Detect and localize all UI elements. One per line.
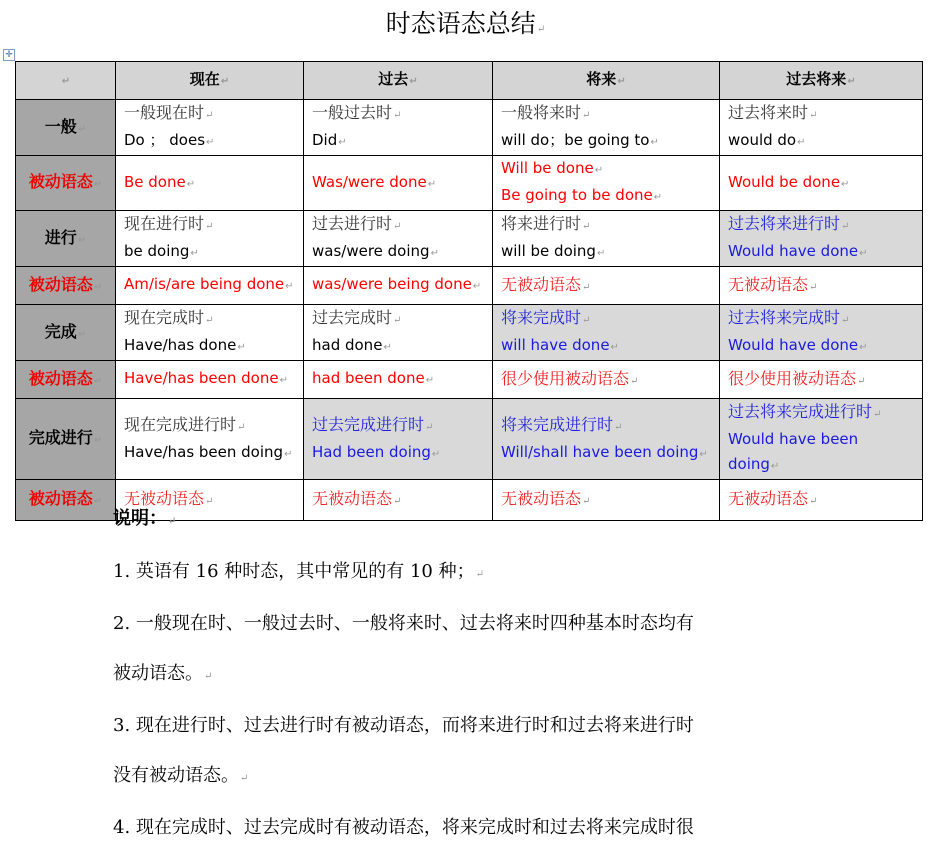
row-header: 被动语态 ↵ bbox=[16, 361, 116, 399]
cell-line: 现在进行时 ↵ bbox=[124, 211, 295, 239]
cell-line: 无被动语态 ↵ bbox=[728, 272, 914, 300]
row-header: 被动语态 ↵ bbox=[16, 156, 116, 211]
note-line: 4. 现在完成时、过去完成时有被动语态，将来完成时和过去将来完成时很 bbox=[113, 817, 694, 838]
column-header: 现在 ↵ bbox=[116, 62, 304, 100]
table-row bbox=[16, 211, 923, 267]
cell-line: 过去将来进行时 ↵ bbox=[728, 211, 914, 239]
table-cell bbox=[720, 267, 923, 305]
cell-line: 将来完成时 ↵ bbox=[501, 305, 711, 333]
table-cell bbox=[493, 156, 720, 211]
cell-line: 一般将来时 ↵ bbox=[501, 100, 711, 128]
table-cell bbox=[116, 211, 304, 267]
table-cell bbox=[720, 305, 923, 361]
cell-line: will do；be going to ↵ bbox=[501, 128, 711, 155]
table-row bbox=[16, 100, 923, 156]
cell-line: will be doing ↵ bbox=[501, 239, 711, 266]
cell-line: Have/has been done ↵ bbox=[124, 366, 295, 393]
note-line: 2. 一般现在时、一般过去时、一般将来时、过去将来时四种基本时态均有 bbox=[113, 613, 694, 634]
tense-table bbox=[15, 61, 923, 521]
table-row bbox=[16, 305, 923, 361]
column-header: 过去 ↵ bbox=[304, 62, 493, 100]
cell-line: 一般现在时 ↵ bbox=[124, 100, 295, 128]
table-cell bbox=[720, 100, 923, 156]
cell-line: Would have been doing ↵ bbox=[728, 427, 914, 479]
table-cell bbox=[493, 305, 720, 361]
cell-line: was/were doing ↵ bbox=[312, 239, 484, 266]
cell-line: 很少使用被动语态 ↵ bbox=[728, 366, 914, 394]
cell-line: 将来进行时 ↵ bbox=[501, 211, 711, 239]
cell-line: 现在完成时 ↵ bbox=[124, 305, 295, 333]
cell-line: 无被动语态 ↵ bbox=[728, 486, 914, 514]
table-cell bbox=[304, 100, 493, 156]
table-cell bbox=[493, 361, 720, 399]
table-cell bbox=[116, 305, 304, 361]
table-cell bbox=[720, 361, 923, 399]
cell-line: 现在完成进行时 ↵ bbox=[124, 412, 295, 440]
cell-line: Would have done ↵ bbox=[728, 239, 914, 266]
table-cell bbox=[493, 267, 720, 305]
row-header: 被动语态 ↵ bbox=[16, 480, 116, 521]
row-header: 完成 ↵ bbox=[16, 305, 116, 361]
cell-line: Have/has done ↵ bbox=[124, 333, 295, 360]
cell-line: Be done ↵ bbox=[124, 170, 295, 197]
cell-line: be doing ↵ bbox=[124, 239, 295, 266]
cell-line: Will be done ↵ bbox=[501, 156, 711, 183]
table-row bbox=[16, 361, 923, 399]
cell-line: Would be done ↵ bbox=[728, 170, 914, 197]
column-header bbox=[16, 62, 116, 100]
table-cell bbox=[116, 267, 304, 305]
note-line: 3. 现在进行时、过去进行时有被动语态，而将来进行时和过去将来进行时 bbox=[113, 715, 694, 736]
cell-line: Will/shall have been doing ↵ bbox=[501, 440, 711, 467]
cell-line: Had been doing ↵ bbox=[312, 440, 484, 467]
cell-line: Would have done ↵ bbox=[728, 333, 914, 360]
cell-line: 无被动语态 ↵ bbox=[501, 486, 711, 514]
table-cell bbox=[116, 399, 304, 480]
document-title: 时态语态总结 ↵ bbox=[0, 4, 931, 40]
table-move-handle-icon[interactable]: ✛ bbox=[3, 49, 15, 61]
table-cell bbox=[493, 211, 720, 267]
cell-line: Have/has been doing ↵ bbox=[124, 440, 295, 467]
cell-line: 一般过去时 ↵ bbox=[312, 100, 484, 128]
cell-line: 过去将来时 ↵ bbox=[728, 100, 914, 128]
table-cell bbox=[304, 267, 493, 305]
table-cell bbox=[304, 211, 493, 267]
table-cell bbox=[493, 399, 720, 480]
cell-line: Do ； does ↵ bbox=[124, 128, 295, 155]
cell-line: 过去将来完成进行时 ↵ bbox=[728, 399, 914, 427]
note-line: 没有被动语态。 ↵ bbox=[113, 751, 853, 804]
cell-line: 过去完成进行时 ↵ bbox=[312, 412, 484, 440]
cell-line: was/were being done ↵ bbox=[312, 272, 484, 299]
cell-line: 过去将来完成时 ↵ bbox=[728, 305, 914, 333]
cell-line: 过去进行时 ↵ bbox=[312, 211, 484, 239]
table-cell bbox=[116, 100, 304, 156]
table-cell bbox=[493, 100, 720, 156]
cell-line: 过去完成时 ↵ bbox=[312, 305, 484, 333]
notes bbox=[113, 494, 853, 853]
table-cell bbox=[116, 361, 304, 399]
cell-line: 无被动语态 ↵ bbox=[124, 486, 295, 514]
cell-line: Was/were done ↵ bbox=[312, 170, 484, 197]
table-cell bbox=[304, 361, 493, 399]
cell-line: Am/is/are being done ↵ bbox=[124, 272, 295, 299]
cell-line: Be going to be done ↵ bbox=[501, 183, 711, 210]
table-row bbox=[16, 399, 923, 480]
table-cell bbox=[304, 399, 493, 480]
notes-heading: 说明： ↵ bbox=[113, 494, 853, 547]
row-header: 被动语态 ↵ bbox=[16, 267, 116, 305]
column-header: 过去将来 ↵ bbox=[720, 62, 923, 100]
cell-line: Did ↵ bbox=[312, 128, 484, 155]
cell-line: 很少使用被动语态 ↵ bbox=[501, 366, 711, 394]
cell-line: had been done ↵ bbox=[312, 366, 484, 393]
table-cell bbox=[116, 156, 304, 211]
cell-line: will have done ↵ bbox=[501, 333, 711, 360]
table-row bbox=[16, 156, 923, 211]
row-header: 一般 ↵ bbox=[16, 100, 116, 156]
table-cell bbox=[720, 399, 923, 480]
table-cell bbox=[720, 156, 923, 211]
cell-line: 无被动语态 ↵ bbox=[501, 272, 711, 300]
column-header: 将来 ↵ bbox=[493, 62, 720, 100]
cell-line: had done ↵ bbox=[312, 333, 484, 360]
table-cell bbox=[304, 305, 493, 361]
note-line: 1. 英语有 16 种时态，其中常见的有 10 种； ↵ bbox=[113, 547, 853, 600]
cell-line: 将来完成进行时 ↵ bbox=[501, 412, 711, 440]
row-header: 进行 ↵ bbox=[16, 211, 116, 267]
table-cell bbox=[304, 156, 493, 211]
note-line: 被动语态。 ↵ bbox=[113, 649, 853, 702]
table-row bbox=[16, 267, 923, 305]
row-header: 完成进行 ↵ bbox=[16, 399, 116, 480]
cell-line: would do ↵ bbox=[728, 128, 914, 155]
table-cell bbox=[720, 211, 923, 267]
cell-line: 无被动语态 ↵ bbox=[312, 486, 484, 514]
